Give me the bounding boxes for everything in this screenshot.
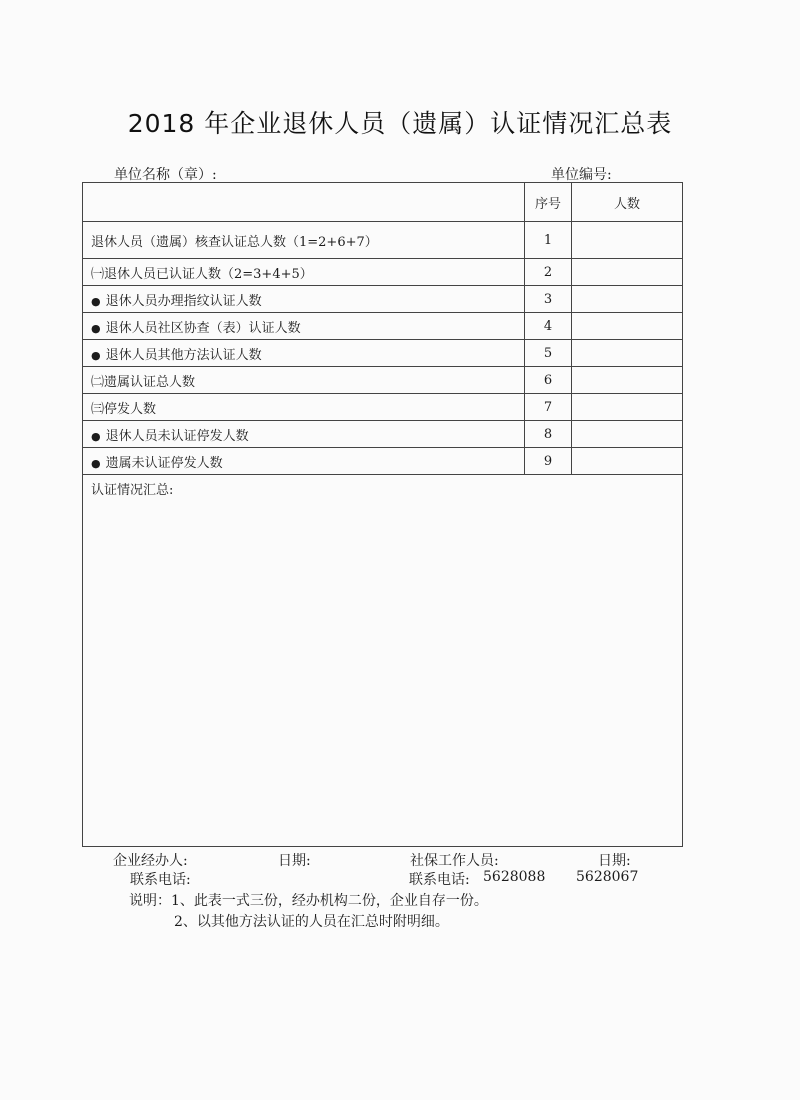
unit-name-label: 单位名称（章）: — [114, 167, 217, 183]
page-title: 2018 年企业退休人员（遗属）认证情况汇总表 — [127, 109, 673, 138]
date-label-2: 日期: — [598, 853, 631, 869]
table-row — [83, 394, 683, 421]
row-label: 遗属未认证停发人数 — [105, 455, 223, 471]
row-seq: 3 — [525, 286, 572, 313]
row-count-field[interactable] — [572, 367, 683, 394]
contact-phone-label-1: 联系电话: — [130, 872, 191, 888]
phone-number-2: 5628067 — [576, 869, 639, 885]
unit-code-label: 单位编号: — [551, 167, 612, 183]
table-row — [83, 259, 683, 286]
bullet-icon: ● — [91, 429, 101, 443]
bullet-icon: ● — [91, 294, 101, 308]
row-label-cell — [83, 394, 525, 421]
row-seq: 1 — [525, 222, 572, 259]
row-label-cell — [83, 448, 525, 475]
row-seq: 6 — [525, 367, 572, 394]
contact-phone-label-2: 联系电话: — [409, 872, 470, 888]
row-seq: 7 — [525, 394, 572, 421]
summary-area[interactable] — [83, 475, 683, 847]
table-row — [83, 222, 683, 259]
row-seq: 4 — [525, 313, 572, 340]
row-seq: 2 — [525, 259, 572, 286]
bullet-icon: ● — [91, 456, 101, 470]
header-seq: 序号 — [525, 183, 572, 222]
note-line-1: 说明：1、此表一式三份，经办机构二份，企业自存一份。 — [129, 893, 488, 909]
header-count: 人数 — [572, 183, 683, 222]
row-count-field[interactable] — [572, 421, 683, 448]
certification-summary-table — [82, 182, 683, 847]
enterprise-agent-label: 企业经办人: — [113, 853, 188, 869]
bullet-icon: ● — [91, 348, 101, 362]
row-label-cell — [83, 340, 525, 367]
row-label: 退休人员办理指纹认证人数 — [105, 293, 262, 309]
row-label: ㈡遗属认证总人数 — [91, 374, 196, 390]
row-label-cell — [83, 222, 525, 259]
row-label: ㈢停发人数 — [91, 401, 157, 417]
note-line-2: 2、以其他方法认证的人员在汇总时附明细。 — [174, 914, 449, 930]
row-label: ㈠退休人员已认证人数（2=3+4+5） — [91, 266, 313, 282]
row-label-cell — [83, 286, 525, 313]
table-row — [83, 313, 683, 340]
summary-row — [83, 475, 683, 847]
summary-label: 认证情况汇总: — [91, 483, 174, 498]
bullet-icon: ● — [91, 321, 101, 335]
table-row — [83, 448, 683, 475]
row-count-field[interactable] — [572, 340, 683, 367]
table-header-row — [83, 183, 683, 222]
row-count-field[interactable] — [572, 222, 683, 259]
phone-number-1: 5628088 — [483, 869, 546, 885]
social-security-staff-label: 社保工作人员: — [410, 853, 499, 869]
row-label-cell — [83, 421, 525, 448]
row-count-field[interactable] — [572, 394, 683, 421]
row-seq: 5 — [525, 340, 572, 367]
row-seq: 9 — [525, 448, 572, 475]
row-label: 退休人员社区协查（表）认证人数 — [105, 320, 301, 336]
table-row — [83, 340, 683, 367]
row-label-cell — [83, 259, 525, 286]
date-label-1: 日期: — [278, 853, 311, 869]
header-label-cell — [83, 183, 525, 222]
row-count-field[interactable] — [572, 313, 683, 340]
row-label-cell — [83, 313, 525, 340]
row-label-cell — [83, 367, 525, 394]
row-count-field[interactable] — [572, 286, 683, 313]
row-label: 退休人员（遗属）核查认证总人数（1=2+6+7） — [91, 234, 378, 250]
table-row — [83, 367, 683, 394]
row-count-field[interactable] — [572, 259, 683, 286]
row-count-field[interactable] — [572, 448, 683, 475]
row-seq: 8 — [525, 421, 572, 448]
row-label: 退休人员未认证停发人数 — [105, 428, 249, 444]
table-row — [83, 286, 683, 313]
table-row — [83, 421, 683, 448]
row-label: 退休人员其他方法认证人数 — [105, 347, 262, 363]
